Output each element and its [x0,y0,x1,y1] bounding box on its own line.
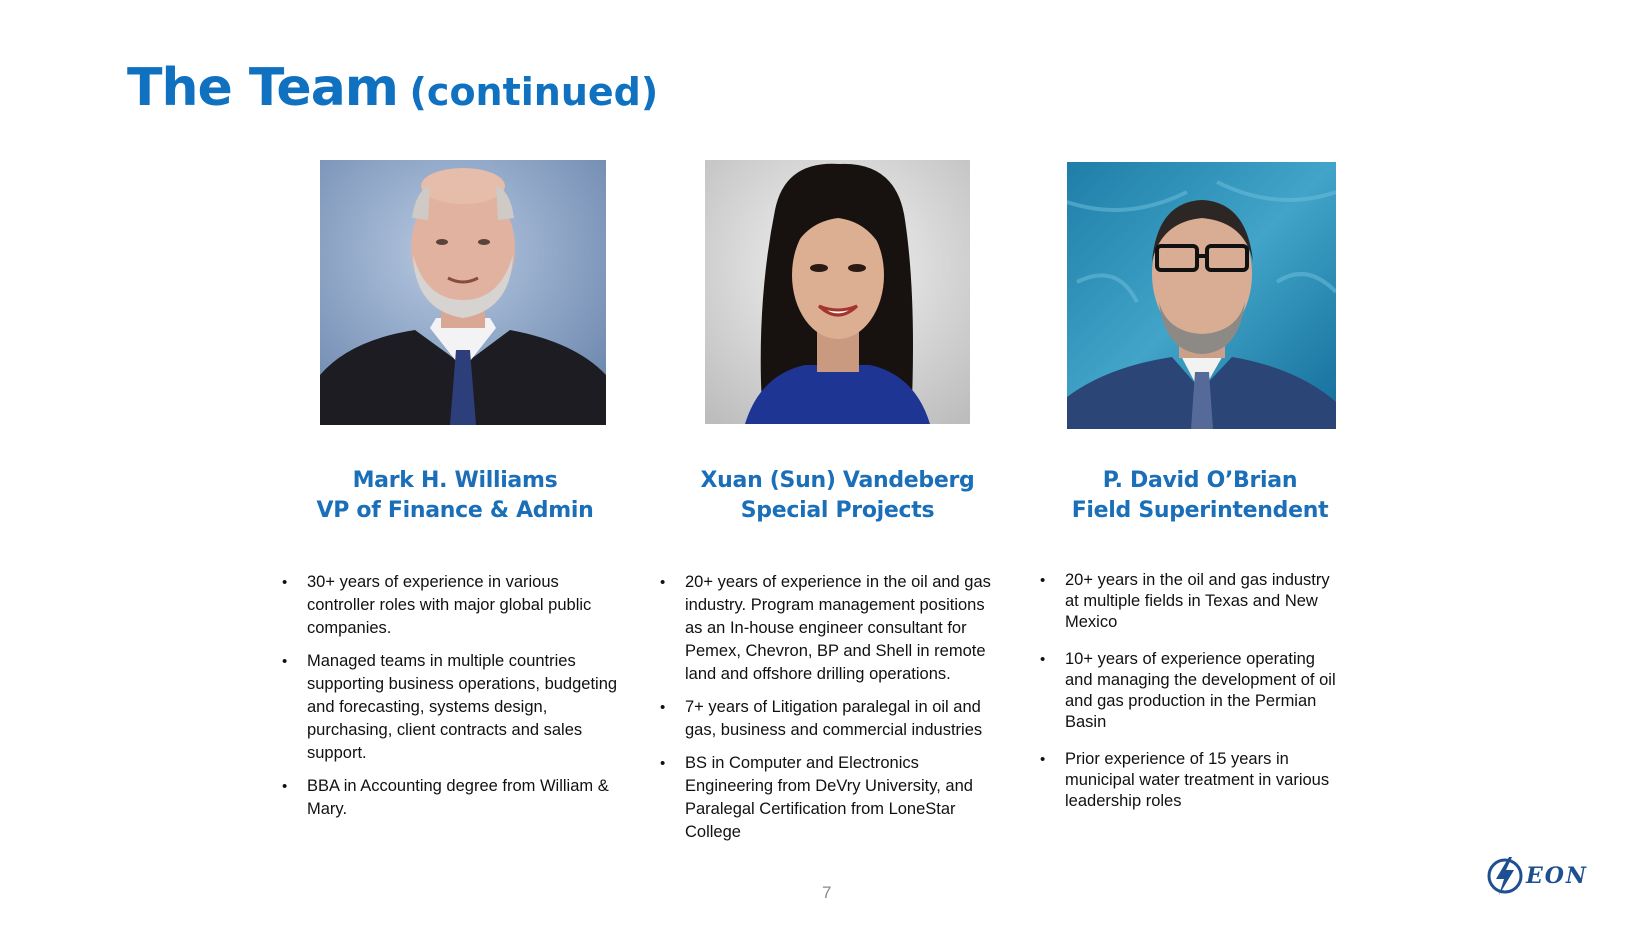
team-member-role: Field Superintendent [1071,498,1329,523]
slide-title-sub: (continued) [409,70,659,114]
team-member-bullets-3 [1040,570,1345,828]
team-member-role: Special Projects [740,498,935,523]
list-item: • Prior experience of 15 years in municipal water treatment in various leadership roles [1040,749,1345,812]
company-logo [1486,855,1588,897]
portrait-photo-xuan-vandeberg [705,160,970,424]
lightning-bolt-icon [1486,855,1524,897]
logo-text: EON [1526,863,1589,889]
list-item: • BS in Computer and Electronics Engineering from DeVry University, and Paralegal Certification from LoneStar College [660,752,1005,844]
team-member-heading-3 [1050,466,1350,526]
team-member-heading-2 [675,466,1000,526]
team-member-role: VP of Finance & Admin [316,498,594,523]
list-item: • BBA in Accounting degree from William & Mary. [282,775,622,821]
list-item: • Managed teams in multiple countries supporting business operations, budgeting and forecasting, systems design, purchasing, client contracts and sales support. [282,650,622,765]
page-number: 7 [822,883,832,902]
team-member-name: Mark H. Williams [352,468,558,493]
list-item: • 30+ years of experience in various controller roles with major global public companies. [282,571,622,640]
list-item: • 20+ years in the oil and gas industry at multiple fields in Texas and New Mexico [1040,570,1345,633]
portrait-photo-mark-williams [320,160,606,425]
list-item: • 20+ years of experience in the oil and gas industry. Program management positions as an In-house engineer consultant for Pemex, Chevron, BP and Shell in remote land and offshore drilling operations. [660,571,1005,686]
team-member-heading-1 [305,466,605,526]
list-item: • 7+ years of Litigation paralegal in oil and gas, business and commercial industries [660,696,1005,742]
slide-title-main: The Team [127,58,398,118]
team-member-name: Xuan (Sun) Vandeberg [700,468,975,493]
list-item: • 10+ years of experience operating and managing the development of oil and gas production in the Permian Basin [1040,649,1345,733]
portrait-photo-david-obrian [1067,162,1336,429]
team-member-name: P. David O’Brian [1102,468,1298,493]
team-member-bullets-2 [660,571,1005,854]
slide-title [127,58,658,118]
team-member-bullets-1 [282,571,622,831]
